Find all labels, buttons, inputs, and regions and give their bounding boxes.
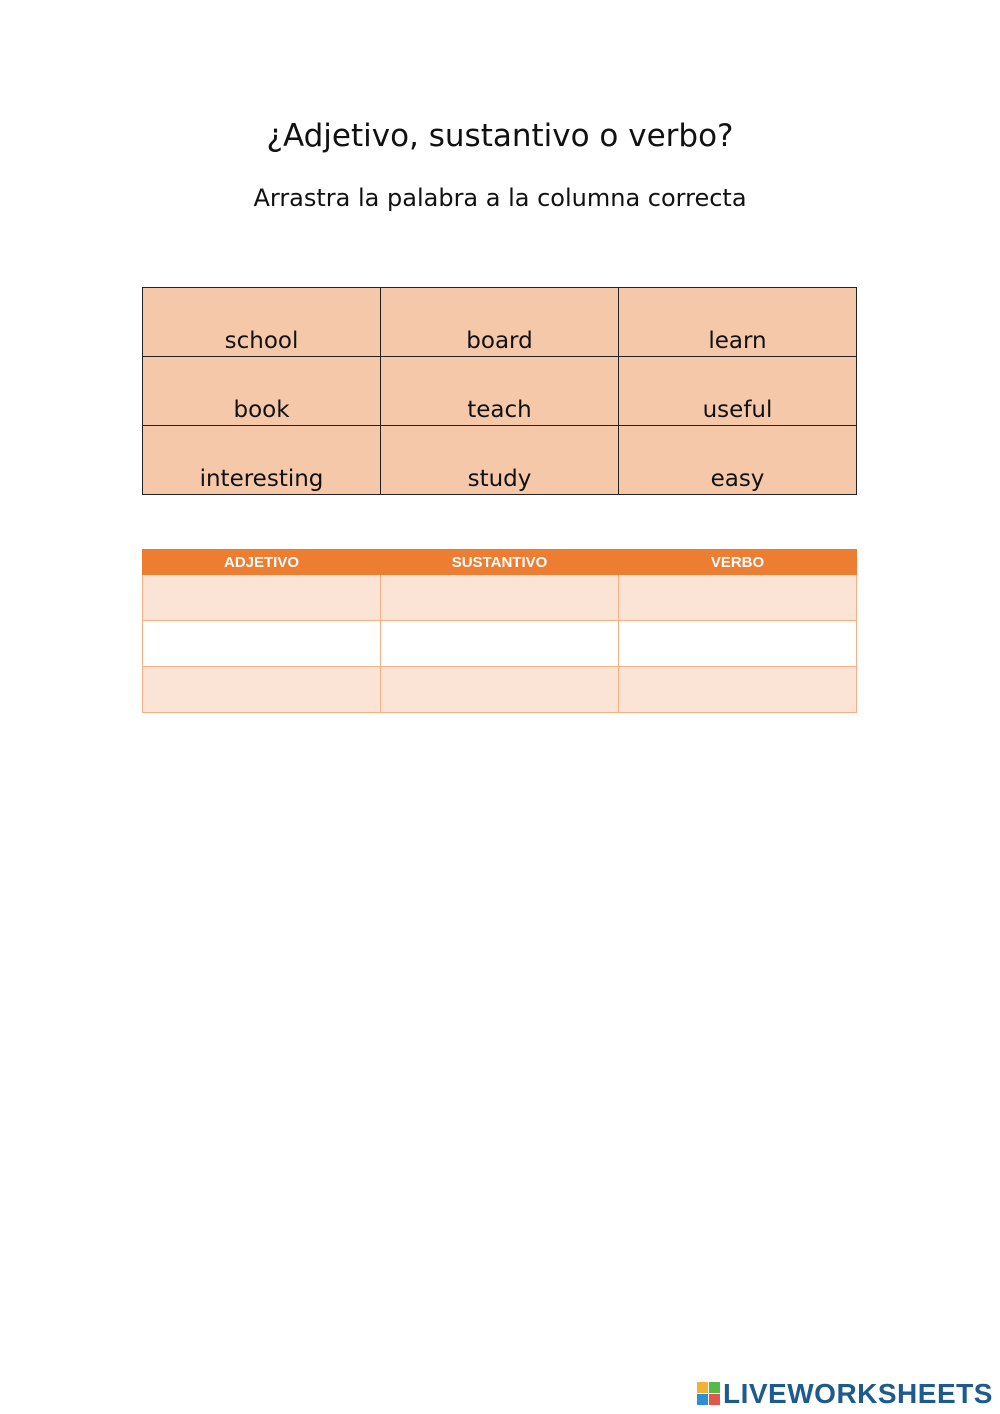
drop-zone-adjetivo[interactable] — [143, 667, 381, 713]
word-tile[interactable]: board — [381, 288, 619, 357]
drop-zone-verbo[interactable] — [619, 667, 857, 713]
answer-row — [143, 575, 857, 621]
word-bank-row — [143, 426, 857, 495]
drop-zone-adjetivo[interactable] — [143, 575, 381, 621]
brand-logo — [697, 1374, 993, 1414]
word-tile[interactable]: interesting — [143, 426, 381, 495]
word-tile[interactable]: learn — [619, 288, 857, 357]
word-tile[interactable]: teach — [381, 357, 619, 426]
drop-zone-sustantivo[interactable] — [381, 575, 619, 621]
page-title: ¿Adjetivo, sustantivo o verbo? — [266, 118, 734, 154]
word-tile[interactable]: study — [381, 426, 619, 495]
word-bank — [142, 287, 857, 495]
column-header-sustantivo: SUSTANTIVO — [381, 550, 619, 575]
answer-table — [142, 549, 857, 713]
answer-row — [143, 667, 857, 713]
word-tile[interactable]: school — [143, 288, 381, 357]
drop-zone-adjetivo[interactable] — [143, 621, 381, 667]
column-header-verbo: VERBO — [619, 550, 857, 575]
instructions: Arrastra la palabra a la columna correcta — [253, 184, 747, 212]
liveworksheets-logo-icon — [697, 1382, 721, 1406]
word-bank-row — [143, 357, 857, 426]
drop-zone-verbo[interactable] — [619, 621, 857, 667]
word-tile[interactable]: useful — [619, 357, 857, 426]
word-tile[interactable]: book — [143, 357, 381, 426]
column-header-adjetivo: ADJETIVO — [143, 550, 381, 575]
drop-zone-sustantivo[interactable] — [381, 621, 619, 667]
brand-name: LIVEWORKSHEETS — [723, 1378, 993, 1409]
word-bank-row — [143, 288, 857, 357]
drop-zone-verbo[interactable] — [619, 575, 857, 621]
answer-row — [143, 621, 857, 667]
drop-zone-sustantivo[interactable] — [381, 667, 619, 713]
answer-header-row — [143, 550, 857, 575]
word-tile[interactable]: easy — [619, 426, 857, 495]
